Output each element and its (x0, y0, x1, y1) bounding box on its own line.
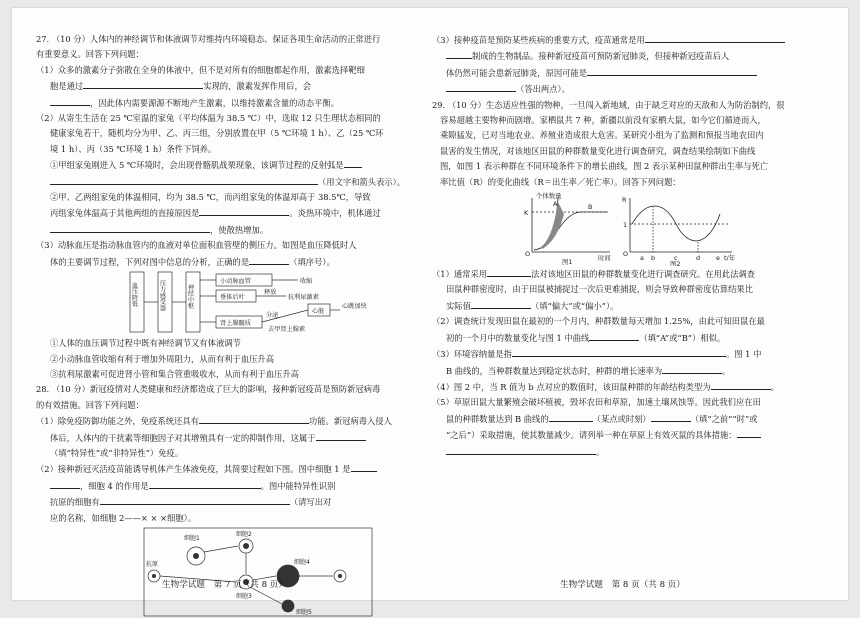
neuro-center-label: 神经中枢 (186, 284, 194, 309)
q29-2b: 初的一个月中的数量变化与图 1 中曲线 （填“A”或“B”）相似。 (432, 330, 814, 346)
q27-3a: （3）动脉血压是指动脉血管内的血液对单位面积血管壁的侧压力。如图是血压降低时人 (36, 240, 357, 251)
q27-2b: 健康家兔若干，随机均分为甲、乙、丙三组，分别放置在甲（5 ℃环境 1 h）、乙（25 ℃环 (50, 128, 384, 139)
cell4-label: 细胞4 (294, 558, 310, 566)
fig2-e: e (716, 254, 720, 263)
bp-drop-label: 血压降低 (130, 282, 138, 307)
answer-blank[interactable] (199, 205, 289, 216)
q28-3c: 体仍然可能会患新冠肺炎，原因可能是 (432, 65, 814, 81)
q28-head2: 的有效措施。回答下列问题： (36, 399, 144, 410)
q27-opt3: ③抗利尿激素可促进肾小管和集合管重吸收水，从而有利于血压升高 (50, 368, 299, 379)
q29-head: 29. （10 分）生态适应性强的物种，一旦闯入新地域，由于缺乏对应的天敌和人为防治制约，很 (432, 99, 785, 110)
q29-3a: （3）环境容纳量是指 。图 1 中 (432, 346, 814, 362)
q29-h3: 乘隙猛发，已对当地农业、养殖业造成很大危害。某研究小组为了监测和预报当地农田内 (440, 130, 764, 141)
answer-blank[interactable] (149, 478, 261, 489)
q27-2f: ②甲、乙两组家兔的体温相同，均为 38.5 ℃，而丙组家兔的体温却高于 38.5℃，导致 (50, 192, 371, 203)
answer-blank[interactable] (50, 95, 90, 106)
answer-blank[interactable] (651, 411, 691, 422)
q27-2c: 境 1 h）、丙（35 ℃环境 1 h）条件下饲养。 (50, 143, 217, 154)
q28-head: 28. （10 分）新冠疫情对人类健康和经济都造成了巨大的影响，接种新冠疫苗是预防新冠病毒 (36, 384, 381, 395)
antigen-dot (152, 574, 156, 578)
q27-2i: ，使散热增加。 (36, 222, 408, 238)
fig1-caption: 图1 (562, 258, 573, 267)
fig2-b: b (651, 254, 656, 263)
diagram-frame (144, 528, 372, 616)
norepinephrine-label: 去甲肾上腺素 (268, 326, 306, 334)
cell5-label: 细胞5 (296, 608, 312, 616)
q29-1c: 田鼠种群密度时，由于田鼠被捕捉过一次后更难捕捉，则会导致种群密度估算结果比 (446, 284, 753, 295)
q27-1b: 胞是通过 实现的，激素发挥作用后，会 (36, 78, 408, 94)
q29-2a: （2）调查统计发现田鼠在最初的一个月内，种群数量每天增加 1.25%，由此可知田鼠在最 (432, 316, 765, 327)
q28-2d: 抗原的细胞有 （请写出对 (36, 494, 408, 510)
cell3-label: 细胞3 (236, 592, 252, 600)
population-figures (432, 190, 814, 266)
fig1-o: O (525, 250, 531, 259)
q29-5a: （5）草原田鼠大量繁殖会破坏植被，毁坏农田和草原，加速土壤风蚀等。因此我们应在田 (432, 397, 761, 408)
page-footer-left: 生物学试题 第 7 页（共 8 页） (162, 580, 287, 590)
bp-regulation-diagram (36, 270, 408, 336)
heartbeat-label: 心跳加快 (342, 303, 367, 311)
fig2-r: R (622, 196, 627, 205)
answer-blank[interactable] (587, 65, 757, 76)
fig2-one: 1 (623, 221, 628, 230)
q28-2f: 应的名称，如细胞 2——× × ×细胞）。 (50, 512, 197, 523)
answer-blank[interactable] (549, 411, 593, 422)
answer-blank[interactable] (83, 78, 203, 89)
answer-blank[interactable] (316, 430, 366, 441)
q27-opt2: ②小动脉血管收缩有利于增加外周阻力，从而有利于血压升高 (50, 353, 275, 364)
q28-3a: （3）接种疫苗是预防某些疾病的重要方式，疫苗通常是用 (432, 32, 814, 48)
q27-2e: （用文字和箭头表示）。 (36, 174, 408, 190)
q28-3d: （答出两点）。 (432, 81, 814, 97)
answer-blank[interactable] (50, 222, 210, 233)
cell-end-nucleus (338, 574, 342, 578)
fig1-shaded-area (540, 202, 564, 249)
answer-blank[interactable] (50, 478, 80, 489)
contract-label: 收缩 (300, 278, 313, 286)
cell5 (282, 600, 294, 612)
q29-3c: B 曲线的，当种群数量达到稳定状态时，种群的增长速率为 。 (432, 363, 814, 379)
fig2-curve (632, 206, 720, 241)
q27-head: 27. （10 分）人体内的神经调节和体液调节对维持内环境稳态、保证各项生命活动的正常进行 (36, 34, 381, 44)
q29-1a: （1）通常采用 法对该地区田鼠的种群数量变化进行调查研究。在用此法调查 (432, 266, 814, 282)
fig2-o: O (623, 250, 629, 259)
fig1-a: A (553, 200, 558, 209)
q27-2g: 丙组家兔体温高于其他两组的直接原因是 。炎热环境中，机体通过 (36, 205, 408, 221)
answer-blank[interactable] (199, 413, 309, 424)
q27-2a: （2）从寄生生活在 25 ℃室温的家兔（平均体温为 38.5 ℃）中，选取 12 只生理状态相同的 (36, 113, 381, 124)
adrenal-label: 肾上腺髓质 (220, 320, 251, 328)
cell1-label: 细胞1 (184, 534, 200, 542)
q28-1a: （1）除免疫防御功能之外，免疫系统还具有 功能。新冠病毒入侵人 (36, 413, 408, 429)
arteriole-label: 小动脉血管 (220, 278, 251, 286)
q28-2a: （2）接种新冠灭活疫苗能诱导机体产生体液免疫，其简要过程如下图。图中细胞 1 是 (36, 461, 408, 477)
q27-1a: （1）众多的激素分子弥散在全身的体液中，但不是对所有的细胞都起作用，激素选择靶细 (36, 64, 365, 75)
cell2-label: 细胞2 (236, 530, 252, 538)
fig1-ylabel: 个体数量 (536, 192, 562, 201)
baroreceptor-label: 压力感受器 (158, 280, 166, 312)
left-column (36, 32, 408, 618)
fig2-a: a (640, 254, 644, 263)
q27-1d: ，因此体内需要源源不断地产生激素，以维持激素含量的动态平衡。 (36, 95, 408, 111)
fig2-xlabel: t/年 (724, 254, 736, 263)
secrete-label: 分泌 (266, 312, 279, 320)
q27-3b: 体的主要调节过程，下列对图中信息的分析，正确的是 （填序号）。 (36, 254, 408, 270)
cell1-nucleus (193, 553, 199, 559)
answer-blank[interactable] (344, 157, 362, 168)
q29-h2: 容易超越主要物种而剧增。家栖鼠共 7 种，新疆以前没有家栖大鼠，如今它们循迹而入， (440, 115, 766, 126)
fig2-caption: 图2 (670, 260, 681, 267)
answer-blank[interactable] (512, 346, 726, 357)
right-column (432, 32, 814, 460)
answer-blank[interactable] (645, 32, 785, 43)
answer-blank[interactable] (662, 363, 722, 374)
release-label: 释放 (264, 289, 277, 297)
answer-blank[interactable] (589, 330, 639, 341)
immune-diagram (36, 526, 408, 618)
fig2-c: c (674, 254, 678, 263)
answer-blank[interactable] (100, 494, 290, 505)
q29-4a: （4）图 2 中，当 R 值为 b 点对应的数值时，该田鼠种群的年龄结构类型为 。 (432, 379, 814, 395)
q29-1d: 实际值 （填“偏大”或“偏小”）。 (432, 298, 814, 314)
fig1-b: B (588, 203, 593, 212)
q28-1c: 体后，人体内的干扰素等细胞因子对其增殖具有一定的抑制作用，这属于 (36, 430, 408, 446)
answer-blank[interactable] (249, 254, 289, 265)
fig2-d: d (696, 254, 701, 263)
pituitary-label: 垂体后叶 (220, 294, 245, 302)
q28-3b: 制成的生物制品。接种新冠疫苗可预防新冠肺炎，但接种新冠疫苗后人 (432, 48, 814, 64)
answer-blank[interactable] (471, 298, 531, 309)
answer-blank[interactable] (487, 266, 531, 277)
antigen-label: 抗原 (146, 560, 159, 568)
q27-opt1: ①人体的血压调节过程中既有神经调节又有体液调节 (50, 338, 241, 349)
q27-2d: ①甲组家兔刚进入 5 ℃环境时，会出现骨骼肌战栗现象，该调节过程的反射弧是 (36, 157, 408, 173)
q29-5e: “之后”）采取措施，使其数量减少。请列举一种在草原上有效灭鼠的具体措施： (432, 427, 814, 443)
answer-blank[interactable] (446, 48, 472, 59)
page-footer-right: 生物学试题 第 8 页（共 8 页） (560, 580, 685, 590)
q28-1d: （填“特异性”或“非特异性”）免疫。 (50, 447, 184, 458)
answer-blank[interactable] (737, 427, 761, 438)
heart-label: 心脏 (312, 308, 325, 316)
q29-h6: 率比值（R）的变化曲线（R＝出生率／死亡率）。回答下列问题： (440, 176, 681, 187)
q27-head2: 有重要意义。回答下列问题： (36, 49, 144, 60)
q28-2b: ，细胞 4 的作用是 。图中能特异性识别 (36, 478, 408, 494)
arrow (204, 546, 238, 552)
cell2-nucleus (243, 543, 249, 549)
q29-h4: 鼠害的发生情况，对该地区田鼠的种群数量变化进行调查研究，调查结果绘制如下曲线 (440, 145, 756, 156)
exam-sheet (12, 8, 848, 616)
answer-blank[interactable] (446, 444, 596, 455)
answer-blank[interactable] (446, 81, 516, 92)
adh-label: 抗利尿激素 (288, 294, 319, 302)
q29-5f: 。 (432, 444, 814, 460)
answer-blank[interactable] (351, 461, 377, 472)
answer-blank[interactable] (711, 379, 771, 390)
answer-blank[interactable] (50, 174, 318, 185)
fig1-xlabel: 时间 (598, 254, 611, 263)
q29-5b: 鼠的种群数量达到 B 曲线的 （某点或时刻） （填“之前”“时”或 (432, 411, 814, 427)
q29-h5: 图，如图 1 表示种群在不同环境条件下的增长曲线，图 2 表示某种田鼠种群出生率与死亡 (440, 161, 769, 172)
fig1-k: K (524, 209, 529, 218)
